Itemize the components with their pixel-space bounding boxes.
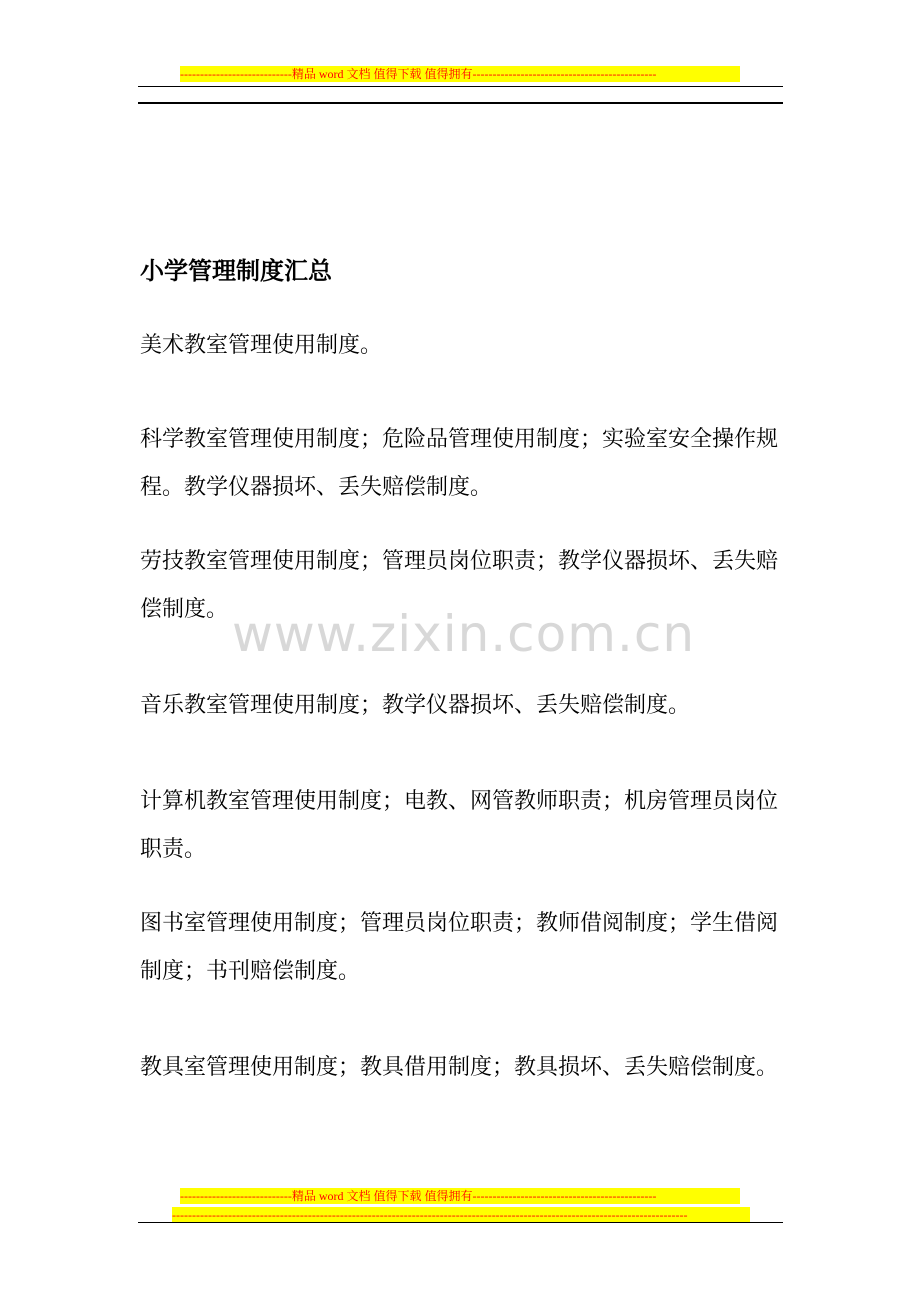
- footer-banner: [180, 1188, 740, 1204]
- header-banner-text: ----------------------------精品 word 文档 值得下载 值得拥有----------------------------------------------: [180, 67, 657, 81]
- paragraph-music-room: 音乐教室管理使用制度；教学仪器损坏、丢失赔偿制度。: [140, 693, 691, 718]
- paragraph-labor-tech-room: 劳技教室管理使用制度；管理员岗位职责；教学仪器损坏、丢失赔偿制度。: [140, 549, 779, 622]
- header-rule-thick: [138, 102, 783, 104]
- paragraph-computer-room: 计算机教室管理使用制度；电教、网管教师职责；机房管理员岗位职责。: [140, 789, 779, 862]
- watermark: www.zixin.com.cn: [232, 605, 696, 663]
- paragraph-science-room: 科学教室管理使用制度；危险品管理使用制度；实验室安全操作规程。教学仪器损坏、丢失赔偿制度。: [140, 427, 779, 500]
- footer-banner-text: ----------------------------精品 word 文档 值得下载 值得拥有----------------------------------------------: [180, 1189, 657, 1203]
- document-title: 小学管理制度汇总: [140, 257, 332, 285]
- footer-dash-line-text: ---------------------------------------------------------------------------------------------------------------------------------: [172, 1208, 688, 1222]
- header-rule-thin: [138, 86, 783, 87]
- paragraph-art-room: 美术教室管理使用制度。: [140, 333, 383, 358]
- paragraph-library: 图书室管理使用制度；管理员岗位职责；教师借阅制度；学生借阅制度；书刊赔偿制度。: [140, 911, 779, 984]
- footer-rule: [138, 1222, 783, 1223]
- footer-dash-line: [172, 1207, 750, 1223]
- paragraph-teaching-aids-room: 教具室管理使用制度；教具借用制度；教具损坏、丢失赔偿制度。: [140, 1055, 779, 1080]
- header-banner: [180, 66, 740, 82]
